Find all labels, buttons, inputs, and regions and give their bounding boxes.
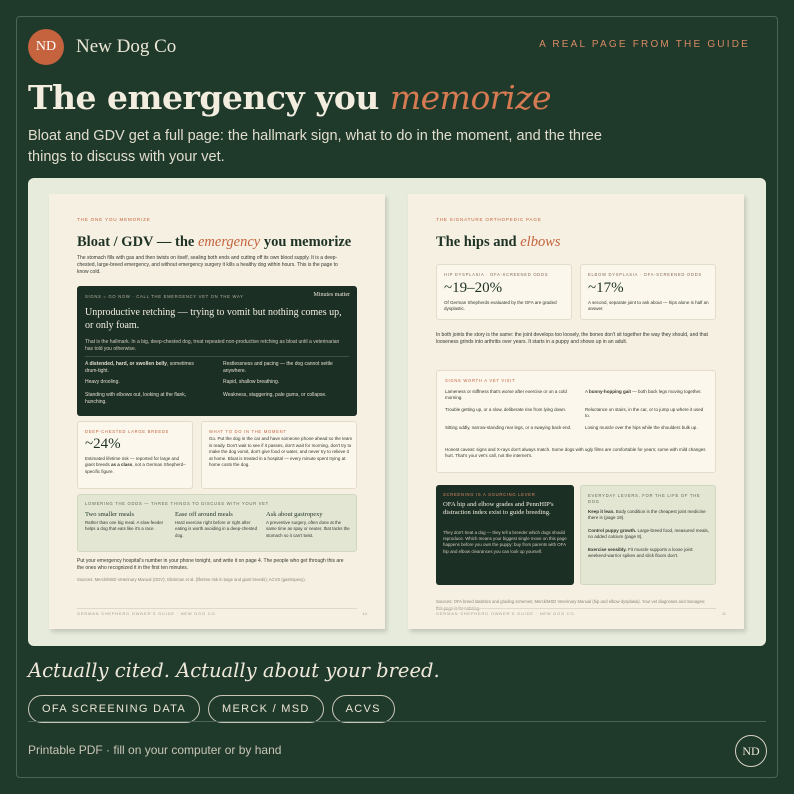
signs-label: SIGNS WORTH A VET VISIT (445, 378, 516, 383)
intro-text: Bloat and GDV get a full page: the hallmark sign, what to do in the moment, and the three things to discuss with your vet. (28, 128, 602, 165)
footer-logo[interactable]: ND (735, 735, 767, 767)
moment-text: Go. Put the dog in the car and have someone phone ahead so the team is ready. Don't wait to see if it passes, don't wait for morning, don't try to make the dog vomit, don't give food or water, and never try to relieve it at home. Bloat is treated in a hospital — every minute spent trying at home costs the dog. (209, 436, 353, 467)
alert-sign: Rapid, shallow breathing. (223, 379, 280, 385)
chip-merck-msd[interactable]: MERCK / MSD (208, 695, 324, 723)
lever-item: Control puppy growth. Large-breed food, measured meals, no added calcium (page 8). (588, 528, 710, 540)
stat-label: DEEP-CHESTED LARGE BREEDS (85, 429, 170, 434)
alert-sign: A distended, hard, or swollen belly, sometimes drum-tight. (85, 361, 194, 374)
signs-caveat: Honest caveat: signs and X-rays don't always match. Some dogs with ugly films are comfortable for years; some with mild changes hurt. That's your vet's call, not the internet's. (445, 447, 706, 459)
sign-item: Sitting oddly, narrow-standing rear legs, or a swaying back end. (445, 425, 572, 430)
signs-card (436, 370, 716, 473)
hip-stat-card (436, 264, 572, 320)
lever-item: Exercise sensibly. Fit muscle supports a loose joint: weekend-warrior spikes and slick floors don't. (588, 547, 694, 559)
stat-text: Of German Shepherds evaluated by the OFA are graded dysplastic. (444, 300, 557, 312)
bottom-divider (28, 721, 766, 722)
page-number: 11 (721, 611, 726, 616)
odds-item-text: Rather than one big meal. A slow-feeder helps a dog that eats like it's a race. (85, 520, 164, 532)
page-kicker: THE ONE YOU MEMORIZE (77, 217, 151, 222)
alert-sign: Weakness, staggering, pale gums, or collapse. (223, 392, 327, 398)
stat-label: HIP DYSPLASIA · OFA-SCREENED ODDS (444, 272, 549, 277)
alert-card (77, 286, 357, 416)
page-heading (436, 234, 561, 251)
footer-rule (77, 608, 357, 609)
stat-text: A second, separate joint to ask about — hips alone is half an answer. (588, 300, 709, 312)
guide-page-right (408, 194, 744, 629)
odds-item-title: Ask about gastropexy (266, 511, 323, 518)
brand[interactable] (28, 29, 176, 65)
lever-item: Keep it lean. Body condition is the cheapest joint medicine there is (page 19). (588, 509, 706, 521)
page-heading (77, 234, 351, 251)
moment-label: WHAT TO DO IN THE MOMENT (209, 429, 287, 434)
sign-item: Lameness or stiffness that's worse after exercise or on a cold morning. (445, 389, 567, 401)
title-prefix: The emergency you (28, 78, 390, 117)
alert-sign: Standing with elbows out, looking at the flank, hunching. (85, 392, 187, 405)
risk-stat-card (77, 421, 193, 489)
sign-item: Reluctance on stairs, in the car, or to jump up where it used to. (585, 407, 704, 419)
alert-note: That is the hallmark. In a big, deep-chested dog, treat repeated non-productive retching as bloat until a veterinarian has told you otherwise. (85, 339, 340, 352)
odds-item-text: Hard exercise right before or right after eating is worth avoiding in a deep-chested dog. (175, 520, 258, 538)
heading-part: you memorize (260, 234, 352, 250)
heading-accent: emergency (197, 234, 261, 250)
header-kicker: A REAL PAGE FROM THE GUIDE (539, 39, 750, 50)
sourcing-label: SCREENING IS A SOURCING LEVER (443, 492, 536, 497)
tagline: Actually cited. Actually about your breed. (28, 659, 440, 682)
page-number: 14 (362, 611, 367, 616)
odds-item-title: Two smaller meals (85, 511, 135, 518)
odds-label: LOWERING THE ODDS — THREE THINGS TO DISCUSS WITH YOUR VET (85, 501, 269, 506)
stat-value: ~19–20% (444, 280, 503, 296)
sources-text: Sources: Merck/MSD Veterinary Manual (GDV); Glickman et al. (lifetime risk in large and giant breeds); ACVS (gastropexy). (77, 577, 306, 582)
sourcing-headline: OFA hip and elbow grades and PennHIP's distraction index exist to guide breeding. (443, 501, 554, 517)
alert-timing: Minutes matter (313, 292, 350, 298)
source-chips (28, 695, 395, 723)
sign-item: A bunny-hopping gait — both back legs moving together. (585, 389, 702, 394)
sign-item: Losing muscle over the hips while the shoulders bulk up. (585, 425, 698, 430)
page-body: In both joints the story is the same: the joint develops too loosely, the bones don't sit together the way they should, and that looseness grinds into arthritis over years. It starts in a puppy and shows up in an adult. (436, 332, 708, 345)
alert-divider (85, 356, 349, 357)
sign-item: Trouble getting up, or a slow, deliberate rise from lying down. (445, 407, 567, 412)
sources-text: Sources: OFA breed statistics and grading schemes; Merck/MSD Veterinary Manual (hip and elbow dysplasia). Your vet diagnoses and manages; (436, 599, 706, 604)
heading-part: The hips and (436, 234, 521, 250)
page-body: The stomach fills with gas and then twists on itself, sealing both ends and cutting off its own blood supply. It is a deep-chested, large-breed emergency, and without emergency surgery it kills a healthy dog within hours. This is the page to know cold. (77, 255, 338, 275)
page-kicker: THE SIGNATURE ORTHOPEDIC PAGE (436, 217, 542, 222)
alert-sign: Heavy drooling. (85, 379, 120, 385)
footer-rule (436, 608, 716, 609)
stat-label: ELBOW DYSPLASIA · OFA-SCREENED ODDS (588, 272, 702, 277)
sourcing-card (436, 485, 574, 585)
levers-label: EVERYDAY LEVERS, FOR THE LIFE OF THE DOG (588, 493, 701, 504)
brand-logo: ND (28, 29, 64, 65)
stat-value: ~24% (85, 436, 121, 452)
chip-ofa-screening-data[interactable]: OFA SCREENING DATA (28, 695, 200, 723)
odds-item-title: Ease off around meals (175, 511, 233, 518)
chip-acvs[interactable]: ACVS (332, 695, 395, 723)
alert-sign: Restlessness and pacing — the dog cannot settle anywhere. (223, 361, 333, 374)
odds-item-text: A preventive surgery, often done at the same time as spay or neuter, that tacks the stomach so it can't twist. (266, 520, 350, 538)
moment-card (201, 421, 357, 489)
heading-accent: elbows (520, 234, 561, 250)
title-accent: memorize (389, 78, 552, 117)
alert-label: SIGNS = GO NOW · CALL THE EMERGENCY VET ON THE WAY (85, 294, 244, 299)
stat-text: Estimated lifetime risk — reported for large and giant breeds as a class, not a German Shepherd–specific figure. (85, 456, 186, 474)
closing-text: Put your emergency hospital's number in your phone tonight, and write it on page 4. The people who get through this are the ones who recognized it in the first ten minutes. (77, 558, 344, 571)
elbow-stat-card (580, 264, 716, 320)
guide-page-left (49, 194, 385, 629)
page-footer: GERMAN SHEPHERD OWNER'S GUIDE · NEW DOG CO (436, 611, 575, 616)
stat-value: ~17% (588, 280, 624, 296)
heading-part: Bloat / GDV — the (77, 234, 198, 250)
alert-headline: Unproductive retching — trying to vomit but nothing comes up, or only foam. (85, 307, 342, 331)
bottom-note: Printable PDF · fill on your computer or by hand (28, 743, 282, 757)
preview-board (28, 178, 766, 646)
levers-card (580, 485, 716, 585)
page-footer: GERMAN SHEPHERD OWNER'S GUIDE · NEW DOG CO (77, 611, 216, 616)
brand-name: New Dog Co (76, 36, 177, 57)
odds-card (77, 494, 357, 552)
sourcing-text: They don't treat a dog — they tell a breeder which dogs should reproduce. Which means your biggest single move on this page happens before you own the puppy: buy from parents with OFA hip and elbow clearances you can look up yourself. (443, 530, 567, 554)
page-title (28, 78, 551, 117)
